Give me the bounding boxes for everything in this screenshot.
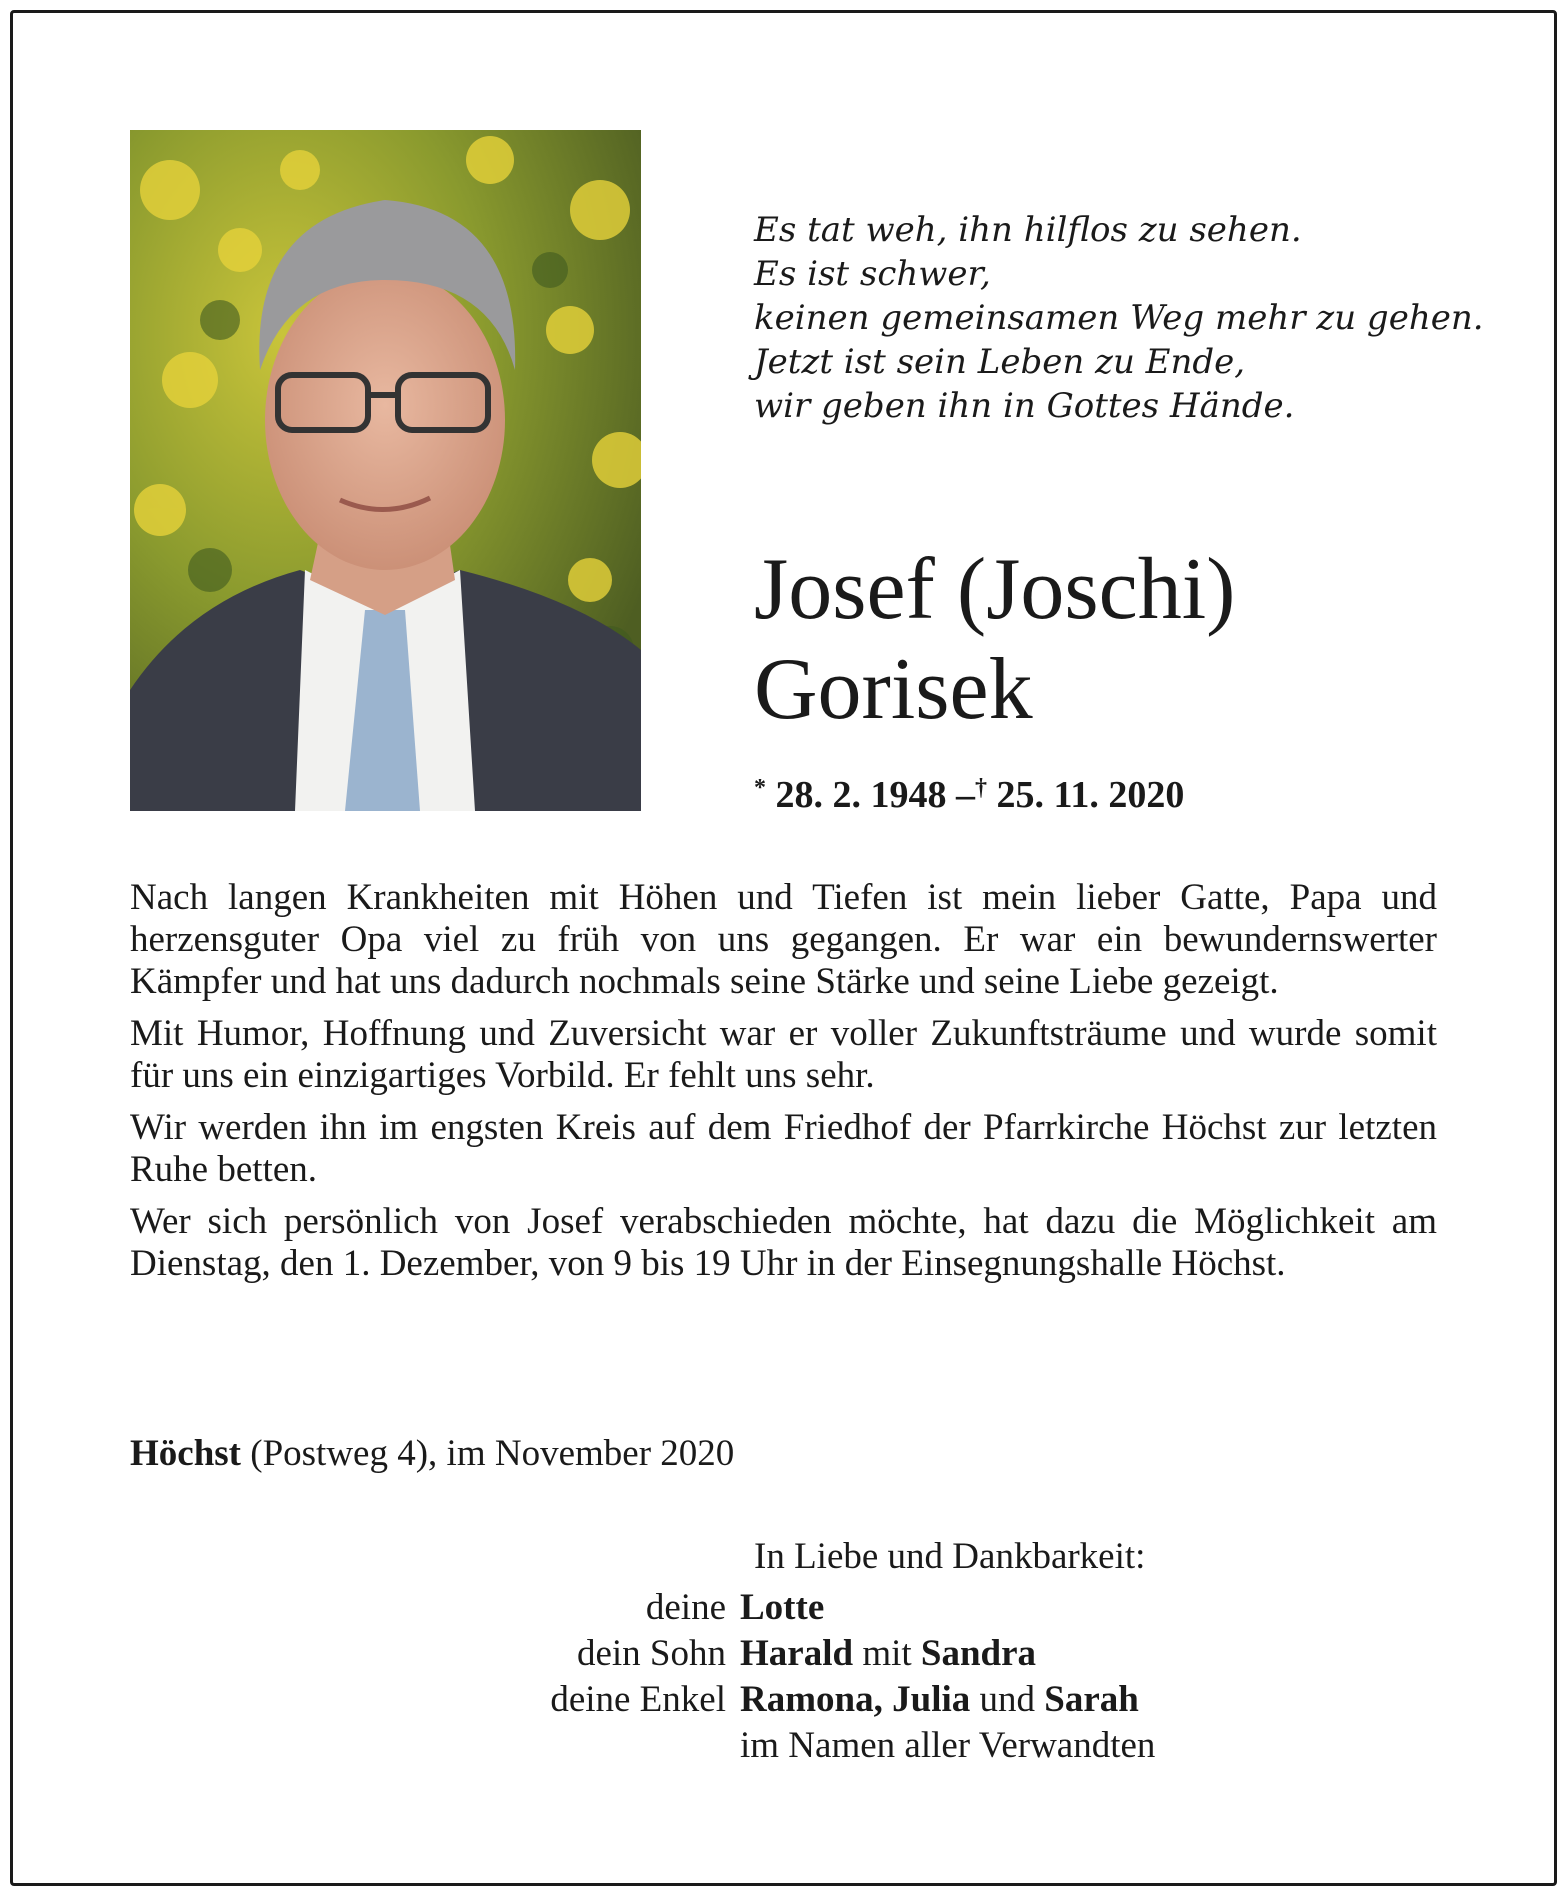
signature-row xyxy=(330,1723,1330,1769)
signature-names xyxy=(740,1631,1036,1677)
signature-names xyxy=(740,1585,824,1631)
signature-names xyxy=(740,1723,1155,1769)
signature-connector: und xyxy=(970,1679,1045,1720)
place-and-date xyxy=(130,1432,734,1475)
place-town: Höchst xyxy=(130,1433,241,1474)
place-rest: (Postweg 4), im November 2020 xyxy=(241,1433,735,1474)
portrait-photo xyxy=(130,130,641,811)
death-date: 25. 11. 2020 xyxy=(996,774,1185,816)
paragraph: Wer sich persönlich von Josef verabschieden möchte, hat dazu die Möglichkeit am Dienstag, den 1. Dezember, von 9 bis 19 Uhr in der Einsegnungshalle Höchst. xyxy=(130,1201,1437,1284)
poem-line: Es ist schwer, xyxy=(754,254,991,294)
signature-name: Sarah xyxy=(1044,1679,1139,1720)
deceased-name xyxy=(754,540,1474,740)
signature-connector: im Namen aller Verwandten xyxy=(740,1725,1156,1766)
date-separator: – xyxy=(956,774,975,816)
signature-connector: mit xyxy=(853,1633,921,1674)
birth-date: 28. 2. 1948 xyxy=(775,774,947,816)
signature-name: Harald xyxy=(740,1633,854,1674)
signature-relation: deine xyxy=(645,1587,726,1628)
poem xyxy=(754,208,1484,428)
obituary-text xyxy=(130,877,1437,1295)
life-dates xyxy=(754,773,1184,817)
birth-symbol: * xyxy=(754,775,766,801)
signature-row xyxy=(330,1677,1330,1723)
poem-line: keinen gemeinsamen Weg mehr zu gehen. xyxy=(754,298,1484,338)
signatures xyxy=(330,1585,1330,1769)
signature-relation: dein Sohn xyxy=(576,1633,726,1674)
signature-name: Ramona, Julia xyxy=(740,1679,971,1720)
name-line-2: Gorisek xyxy=(754,641,1033,738)
paragraph: Wir werden ihn im engsten Kreis auf dem Friedhof der Pfarrkirche Höchst zur letzten Ruhe betten. xyxy=(130,1107,1437,1190)
paragraph: Nach langen Krankheiten mit Höhen und Tiefen ist mein lieber Gatte, Papa und herzensguter Opa viel zu früh von uns gegangen. Er war ein bewundernswerter Kämpfer und hat uns dadurch nochmals seine Stärke und seine Liebe gezeigt. xyxy=(130,877,1437,1002)
signature-relation xyxy=(330,1723,740,1769)
signature-row xyxy=(330,1631,1330,1677)
signature-names xyxy=(740,1677,1139,1723)
paragraph: Mit Humor, Hoffnung und Zuversicht war er voller Zukunftsträume und wurde somit für uns ein einzigartiges Vorbild. Er fehlt uns sehr. xyxy=(130,1013,1437,1096)
signature-row xyxy=(330,1585,1330,1631)
poem-line: Jetzt ist sein Leben zu Ende, xyxy=(754,342,1246,382)
closing-line: In Liebe und Dankbarkeit: xyxy=(754,1536,1146,1577)
poem-line: wir geben ihn in Gottes Hände. xyxy=(754,386,1295,426)
signature-name: Lotte xyxy=(740,1587,825,1628)
poem-line: Es tat weh, ihn hilflos zu sehen. xyxy=(754,210,1302,250)
death-symbol: † xyxy=(975,775,987,801)
signature-relation: deine Enkel xyxy=(550,1679,726,1720)
name-line-1: Josef (Joschi) xyxy=(754,541,1236,638)
signature-name: Sandra xyxy=(920,1633,1037,1674)
